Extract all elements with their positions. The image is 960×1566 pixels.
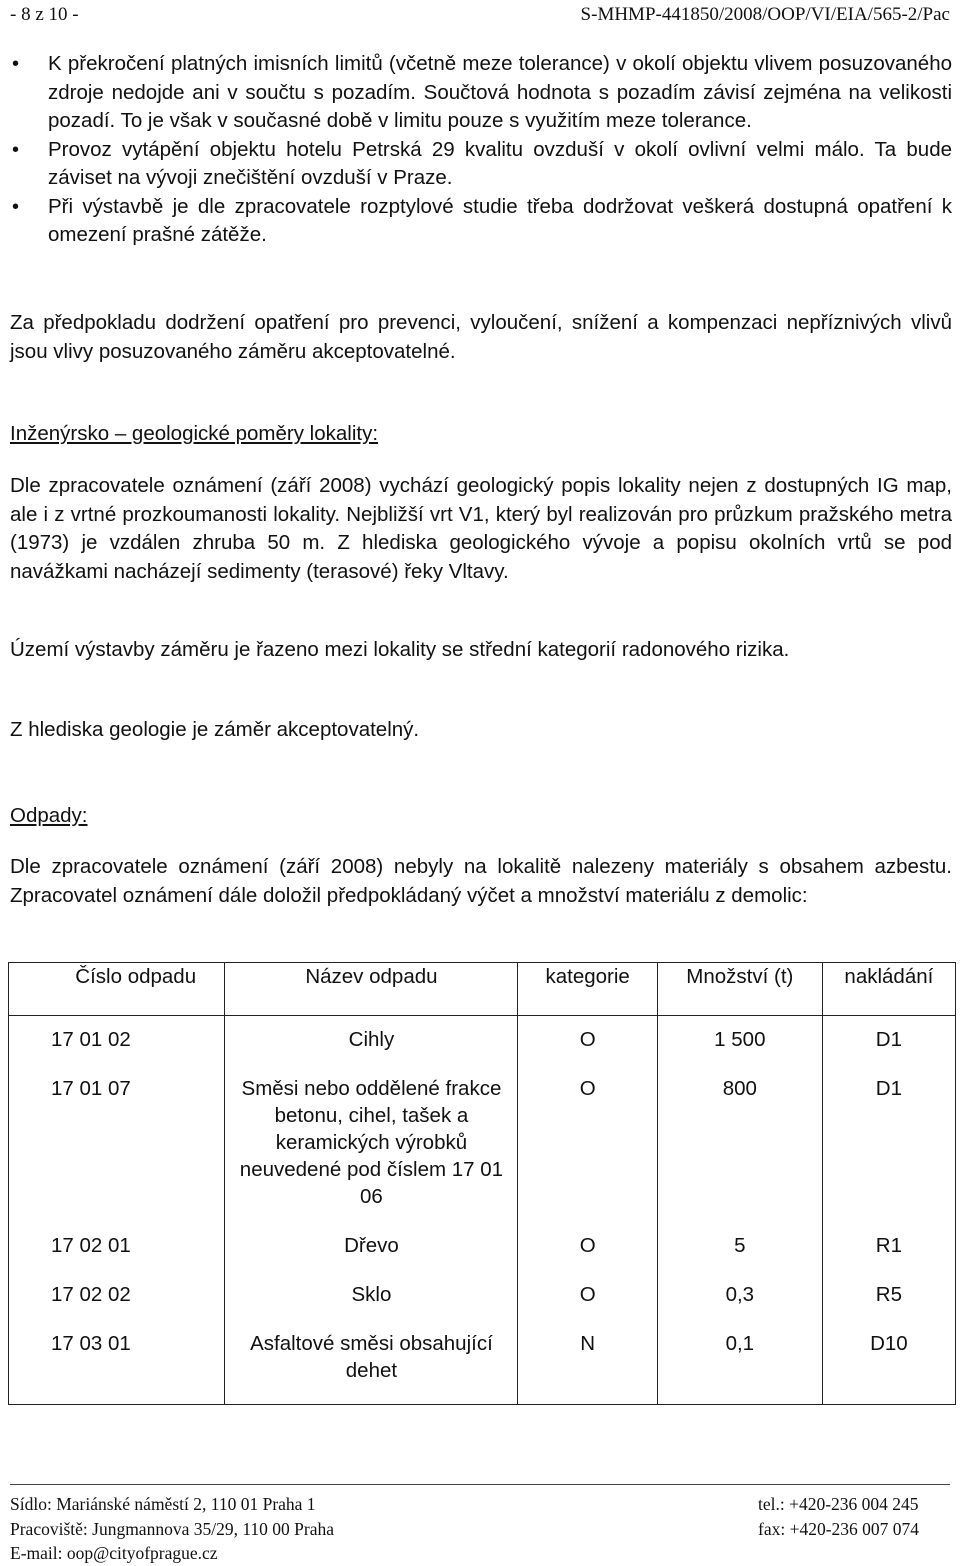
geology-paragraph-3: Z hlediska geologie je záměr akceptovatelný. xyxy=(10,718,420,741)
cell-name: Dřevo xyxy=(225,1230,518,1279)
cell-amount: 0,1 xyxy=(657,1328,822,1405)
column-header-handling: nakládání xyxy=(822,963,955,1016)
table-row xyxy=(9,1016,956,1074)
cell-name: Sklo xyxy=(225,1279,518,1328)
column-header-category: kategorie xyxy=(518,963,657,1016)
footer-left xyxy=(10,1492,334,1566)
page-header xyxy=(10,4,950,28)
footer-fax: fax: +420-236 007 074 xyxy=(758,1518,920,1539)
cell-category: O xyxy=(518,1073,657,1230)
geology-heading: Inženýrsko – geologické poměry lokality: xyxy=(10,422,379,445)
page-number: - 8 z 10 - xyxy=(10,4,79,25)
waste-table xyxy=(8,962,956,1405)
footer-workplace: Pracoviště: Jungmannova 35/29, 110 00 Praha xyxy=(10,1518,335,1539)
bullet-list xyxy=(12,50,952,250)
column-header-name: Název odpadu xyxy=(225,963,518,1016)
column-header-amount: Množství (t) xyxy=(657,963,822,1016)
cell-category: O xyxy=(518,1016,657,1074)
cell-amount: 0,3 xyxy=(657,1279,822,1328)
cell-handling: D1 xyxy=(822,1073,955,1230)
cell-handling: D1 xyxy=(822,1016,955,1074)
cell-code: 17 02 02 xyxy=(9,1279,225,1328)
cell-code: 17 01 02 xyxy=(9,1016,225,1074)
cell-amount: 1 500 xyxy=(657,1016,822,1074)
table-row xyxy=(9,1328,956,1405)
footer-address: Sídlo: Mariánské náměstí 2, 110 01 Praha 1 xyxy=(10,1494,316,1514)
footer-tel: tel.: +420-236 004 245 xyxy=(758,1494,919,1514)
cell-name: Asfaltové směsi obsahující dehet xyxy=(225,1328,518,1405)
column-header-code: Číslo odpadu xyxy=(9,963,225,1016)
conclusion-paragraph: Za předpokladu dodržení opatření pro prevenci, vyloučení, snížení a kompenzaci nepříznivých vlivů jsou vlivy posuzovaného záměru akceptovatelné. xyxy=(10,311,952,363)
footer-email: E-mail: oop@cityofprague.cz xyxy=(10,1543,218,1563)
table-header-row xyxy=(9,963,956,1016)
cell-name: Cihly xyxy=(225,1016,518,1074)
bullet-item: • K překročení platných imisních limitů (včetně meze tolerance) v okolí objektu vlivem posuzovaného zdroje nedojde ani v součtu s pozadím. Součtová hodnota s pozadím závisí zejména na velikosti pozadí. To je však v současné době v limitu pouze s využitím meze tolerance. xyxy=(12,50,952,136)
cell-handling: D10 xyxy=(822,1328,955,1405)
cell-amount: 5 xyxy=(657,1230,822,1279)
cell-amount: 800 xyxy=(657,1073,822,1230)
cell-handling: R5 xyxy=(822,1279,955,1328)
cell-code: 17 01 07 xyxy=(9,1073,225,1230)
cell-code: 17 02 01 xyxy=(9,1230,225,1279)
geology-paragraph-1: Dle zpracovatele oznámení (září 2008) vychází geologický popis lokality nejen z dostupných IG map, ale i z vrtné prozkoumanosti lokality. Nejbližší vrt V1, který byl realizován pro průzkum pražského metra (1973) je vzdálen zhruba 50 m. Z hlediska geologického vývoje a popisu okolních vrtů se pod navážkami nacházejí sedimenty (terasové) řeky Vltavy. xyxy=(10,474,952,583)
cell-category: O xyxy=(518,1230,657,1279)
geology-paragraph-2: Území výstavby záměru je řazeno mezi lokality se střední kategorií radonového rizika. xyxy=(10,638,790,661)
cell-name: Směsi nebo oddělené frakce betonu, cihel, tašek a keramických výrobků neuvedené pod číslem 17 01 06 xyxy=(225,1073,518,1230)
cell-handling: R1 xyxy=(822,1230,955,1279)
bullet-item: • Provoz vytápění objektu hotelu Petrská 29 kvalitu ovzduší v okolí ovlivní velmi málo. Ta bude záviset na vývoji znečištění ovzduší v Praze. xyxy=(12,136,952,193)
footer-divider xyxy=(10,1484,950,1485)
cell-code: 17 03 01 xyxy=(9,1328,225,1405)
cell-category: N xyxy=(518,1328,657,1405)
table-row xyxy=(9,1230,956,1279)
table-row xyxy=(9,1279,956,1328)
document-reference: S-MHMP-441850/2008/OOP/VI/EIA/565-2/Pac xyxy=(580,4,950,25)
table-row xyxy=(9,1073,956,1230)
waste-heading: Odpady: xyxy=(10,804,88,827)
waste-paragraph: Dle zpracovatele oznámení (září 2008) nebyly na lokalitě nalezeny materiály s obsahem azbestu. Zpracovatel oznámení dále doložil předpokládaný výčet a množství materiálu z demolic: xyxy=(10,855,952,907)
cell-category: O xyxy=(518,1279,657,1328)
footer-right xyxy=(758,1492,919,1541)
bullet-item: • Při výstavbě je dle zpracovatele rozptylové studie třeba dodržovat veškerá dostupná opatření k omezení prašné zátěže. xyxy=(12,193,952,250)
